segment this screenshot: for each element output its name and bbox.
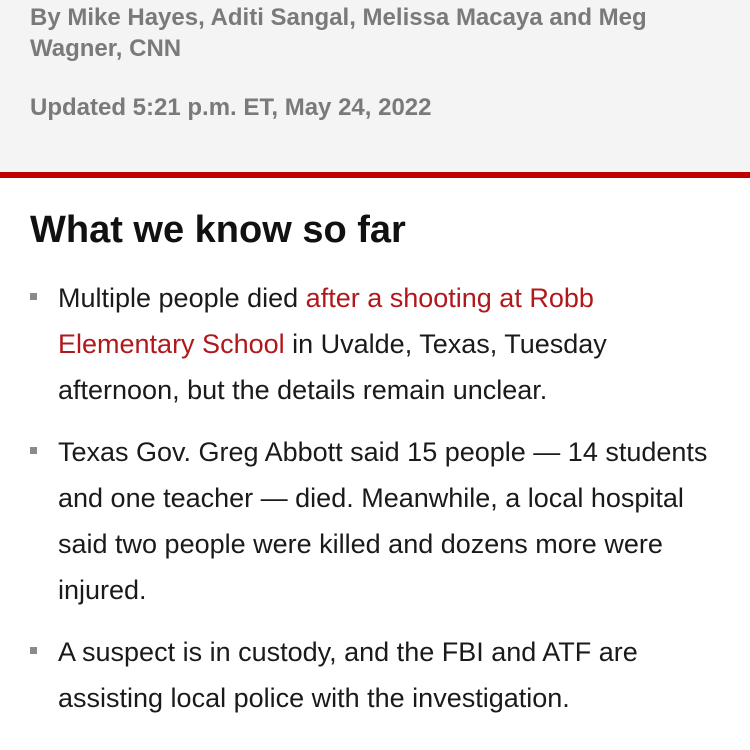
section-title: What we know so far bbox=[30, 209, 406, 251]
bullet-icon bbox=[30, 647, 37, 654]
shooting-article-link[interactable]: after a shooting at Robb Elementary School bbox=[58, 283, 594, 359]
bullet-icon bbox=[30, 293, 37, 300]
section-divider bbox=[0, 172, 750, 178]
bullet-text: A suspect is in custody, and the FBI and ATF are assisting local police with the investigation. bbox=[58, 637, 638, 713]
bullet-text: in Uvalde, Texas, Tuesday afternoon, but the details remain unclear. bbox=[58, 329, 607, 405]
list-item bbox=[0, 429, 750, 613]
updated-timestamp: Updated 5:21 p.m. ET, May 24, 2022 bbox=[30, 94, 432, 121]
bullet-text: Multiple people died bbox=[58, 283, 306, 313]
article-meta bbox=[0, 0, 750, 172]
bullet-list bbox=[0, 275, 750, 737]
byline: By Mike Hayes, Aditi Sangal, Melissa Macaya and Meg Wagner, CNN bbox=[30, 4, 647, 62]
bullet-icon bbox=[30, 447, 37, 454]
list-item bbox=[0, 275, 750, 413]
list-item bbox=[0, 629, 750, 721]
bullet-text: Texas Gov. Greg Abbott said 15 people — 14 students and one teacher — died. Meanwhile, a local hospital said two people were killed and dozens more were injured. bbox=[58, 437, 708, 605]
